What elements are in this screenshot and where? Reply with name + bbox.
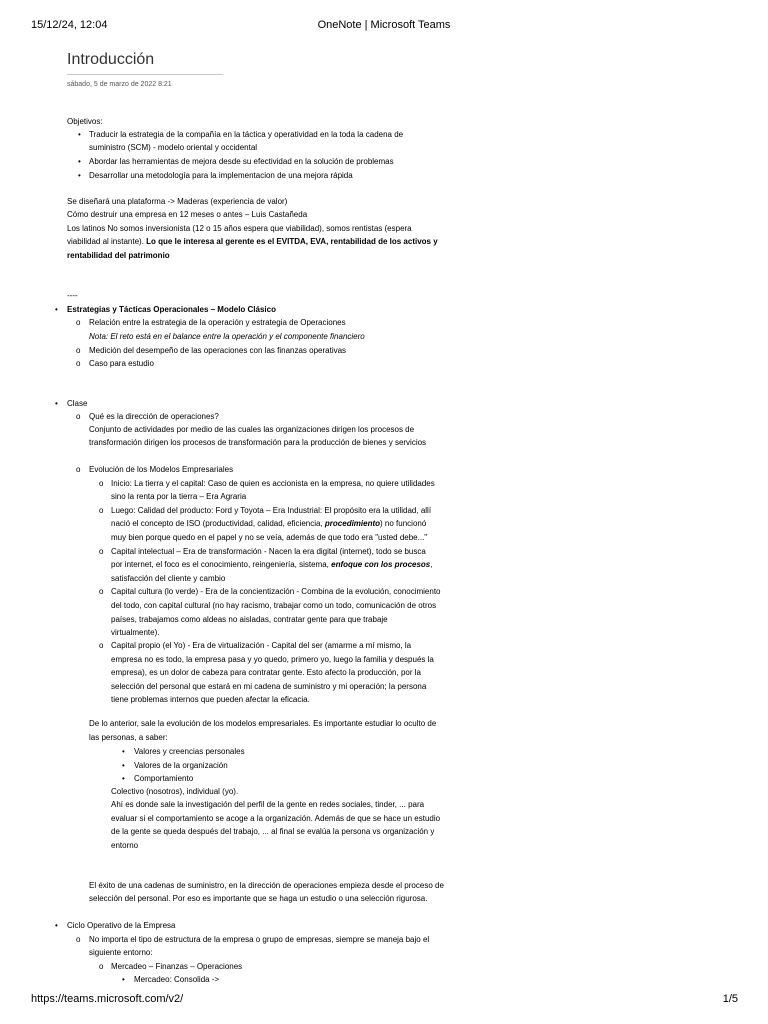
era-item: satisfacción del cliente y cambio xyxy=(111,574,226,583)
paragraph: Los latinos No somos inversionista (12 o 15 años espera que viabilidad), somos rentistas (espera xyxy=(67,224,412,233)
era-text: por internet, el foco es el conocimiento, reingeniería, sistema, xyxy=(111,560,332,569)
paragraph: entorno xyxy=(111,841,139,850)
paragraph: de la gente se queda después del trabajo, ... al final se evalúa la persona vs organización y xyxy=(111,827,435,836)
bullet-circle: o xyxy=(76,412,81,421)
list-item: Valores y creencias personales xyxy=(134,747,245,756)
print-footer-url: https://teams.microsoft.com/v2/ xyxy=(31,993,184,1005)
list-item: Medición del desempeño de las operaciones con las finanzas operativas xyxy=(89,346,347,355)
era-item: Luego: Calidad del producto: Ford y Toyota – Era Industrial: El propósito era la utilidad, allí xyxy=(111,506,432,515)
era-text: ) no funcionó xyxy=(380,519,427,528)
era-emphasis: enfoque con los procesos xyxy=(331,560,431,569)
era-item: empresa), es un dolor de cabeza para contratar gente. Esto afecto la producción, por la xyxy=(111,668,421,677)
paragraph: Ahí es donde sale la investigación del perfil de la gente en redes sociales, tinder, ... para xyxy=(111,800,425,809)
bullet-disc: • xyxy=(55,305,58,314)
paragraph-bold: Lo que le interesa al gerente es el EVITDA, EVA, rentabilidad de los activos y xyxy=(146,237,438,246)
era-item: Capital propio (el Yo) - Era de virtualización - Capital del ser (amarme a mí mismo, la xyxy=(111,641,412,650)
era-item: países, trabajamos como aldeas no aisladas, contratar gente para que trabaje xyxy=(111,615,388,624)
era-item: virtualmente). xyxy=(111,628,160,637)
bullet-circle: o xyxy=(99,506,104,515)
bullet-circle: o xyxy=(76,465,81,474)
era-item: sino la renta por la tierra – Era Agraria xyxy=(111,492,247,501)
era-item: tiene problemas internos que pueden afectar la eficacia. xyxy=(111,695,310,704)
era-item xyxy=(111,558,433,572)
paragraph-text: viabilidad al instante). xyxy=(67,237,147,246)
bullet-disc: • xyxy=(122,975,125,984)
era-item: Capital cultura (lo verde) - Era de la concientización - Combina de la evolución, conocimiento xyxy=(111,587,441,596)
list-item: siguiente entorno: xyxy=(89,948,153,957)
bullet-circle: o xyxy=(99,641,104,650)
era-item xyxy=(111,517,426,531)
section-heading: Clase xyxy=(67,399,88,408)
list-item: Caso para estudio xyxy=(89,359,154,368)
paragraph: selección del personal. Por eso es importante que se haga un estudio o una selección rigurosa. xyxy=(89,894,428,903)
bullet-circle: o xyxy=(76,318,81,327)
bullet-disc: • xyxy=(55,399,58,408)
paragraph: Se diseñará una plataforma -> Maderas (experiencia de valor) xyxy=(67,197,288,206)
era-item: del todo, con capital cultural (no hay racismo, trabajar como un todo, comunicación de otros xyxy=(111,601,437,610)
page-timestamp: sábado, 5 de marzo de 2022 8:21 xyxy=(67,81,172,88)
list-item: Valores de la organización xyxy=(134,761,228,770)
bullet-disc: • xyxy=(78,130,81,139)
paragraph: Cómo destruir una empresa en 12 meses o antes – Luis Castañeda xyxy=(67,210,308,219)
era-item: muy bien porque quedo en el papel y no se veía, además de que todo era "usted debe..." xyxy=(111,533,428,542)
paragraph: De lo anterior, sale la evolución de los modelos empresariales. Es importante estudiar lo oculto de xyxy=(89,719,437,728)
subsection-heading: Evolución de los Modelos Empresariales xyxy=(89,465,234,474)
objetivo-item: Abordar las herramientas de mejora desde su efectividad en la solución de problemas xyxy=(89,157,394,166)
page-title[interactable]: Introducción xyxy=(67,51,155,68)
bullet-circle: o xyxy=(76,935,81,944)
bullet-circle: o xyxy=(76,359,81,368)
bullet-disc: • xyxy=(122,774,125,783)
print-header-datetime: 15/12/24, 12:04 xyxy=(31,19,108,31)
era-text: nació el concepto de ISO (productividad, calidad, eficiencia, xyxy=(111,519,325,528)
bullet-disc: • xyxy=(78,171,81,180)
objetivo-item: Desarrollar una metodología para la implementacion de una mejora rápida xyxy=(89,171,353,180)
era-item: Capital intelectual – Era de transformación - Nacen la era digital (internet), todo se busca xyxy=(111,547,426,556)
print-footer-page: 1/5 xyxy=(722,993,738,1005)
bullet-disc: • xyxy=(122,761,125,770)
question: Qué es la dirección de operaciones? xyxy=(89,412,219,421)
title-underline xyxy=(67,74,223,75)
print-header-title: OneNote | Microsoft Teams xyxy=(317,19,451,31)
objetivos-label: Objetivos: xyxy=(67,117,103,126)
era-item: selección del personal que estará en mi cadena de suministro y mi operación; la persona xyxy=(111,682,427,691)
paragraph-bold: rentabilidad del patrimonio xyxy=(67,251,170,260)
paragraph: evaluar si el comportamiento se acoge a la organización. Además de que se hace un estudio xyxy=(111,814,441,823)
objetivo-item-cont: suministro (SCM) - modelo oriental y occidental xyxy=(89,143,258,152)
note-italic: Nota: El reto está en el balance entre la operación y el componente financiero xyxy=(89,332,365,341)
era-text: , xyxy=(430,560,433,569)
list-item: Mercadeo: Consolida -> xyxy=(134,975,220,984)
era-emphasis: procedimiento xyxy=(324,519,381,528)
bullet-disc: • xyxy=(55,921,58,930)
section-heading: Estrategias y Tácticas Operacionales – Modelo Clásico xyxy=(67,305,276,314)
paragraph: El éxito de una cadenas de suministro, en la dirección de operaciones empieza desde el proceso de xyxy=(89,881,444,890)
bullet-disc: • xyxy=(78,157,81,166)
separator: ---- xyxy=(67,291,78,300)
list-item: Mercadeo – Finanzas – Operaciones xyxy=(111,962,243,971)
bullet-circle: o xyxy=(76,346,81,355)
section-heading: Ciclo Operativo de la Empresa xyxy=(67,921,176,930)
paragraph: las personas, a saber: xyxy=(89,733,168,742)
bullet-circle: o xyxy=(99,962,104,971)
era-item: Inicio: La tierra y el capital: Caso de quien es accionista en la empresa, no quiere utilidades xyxy=(111,479,435,488)
bullet-circle: o xyxy=(99,587,104,596)
definition: Conjunto de actividades por medio de las cuales las organizaciones dirigen los procesos de xyxy=(89,425,415,434)
objetivo-item: Traducir la estrategia de la compañía en la táctica y operatividad en la toda la cadena de xyxy=(89,130,404,139)
paragraph: Colectivo (nosotros), individual (yo). xyxy=(111,787,239,796)
bullet-circle: o xyxy=(99,547,104,556)
list-item: Relación entre la estrategia de la operación y estrategia de Operaciones xyxy=(89,318,346,327)
definition: transformación dirigen los procesos de transformación para la producción de bienes y servicios xyxy=(89,438,427,447)
list-item: No importa el tipo de estructura de la empresa o grupo de empresas, siempre se maneja bajo el xyxy=(89,935,430,944)
paragraph xyxy=(67,235,438,249)
bullet-disc: • xyxy=(122,747,125,756)
era-item: empresa no es todo, la empresa pasa y yo quedo, primero yo, luego la familia y después la xyxy=(111,655,434,664)
bullet-circle: o xyxy=(99,479,104,488)
list-item: Comportamiento xyxy=(134,774,194,783)
